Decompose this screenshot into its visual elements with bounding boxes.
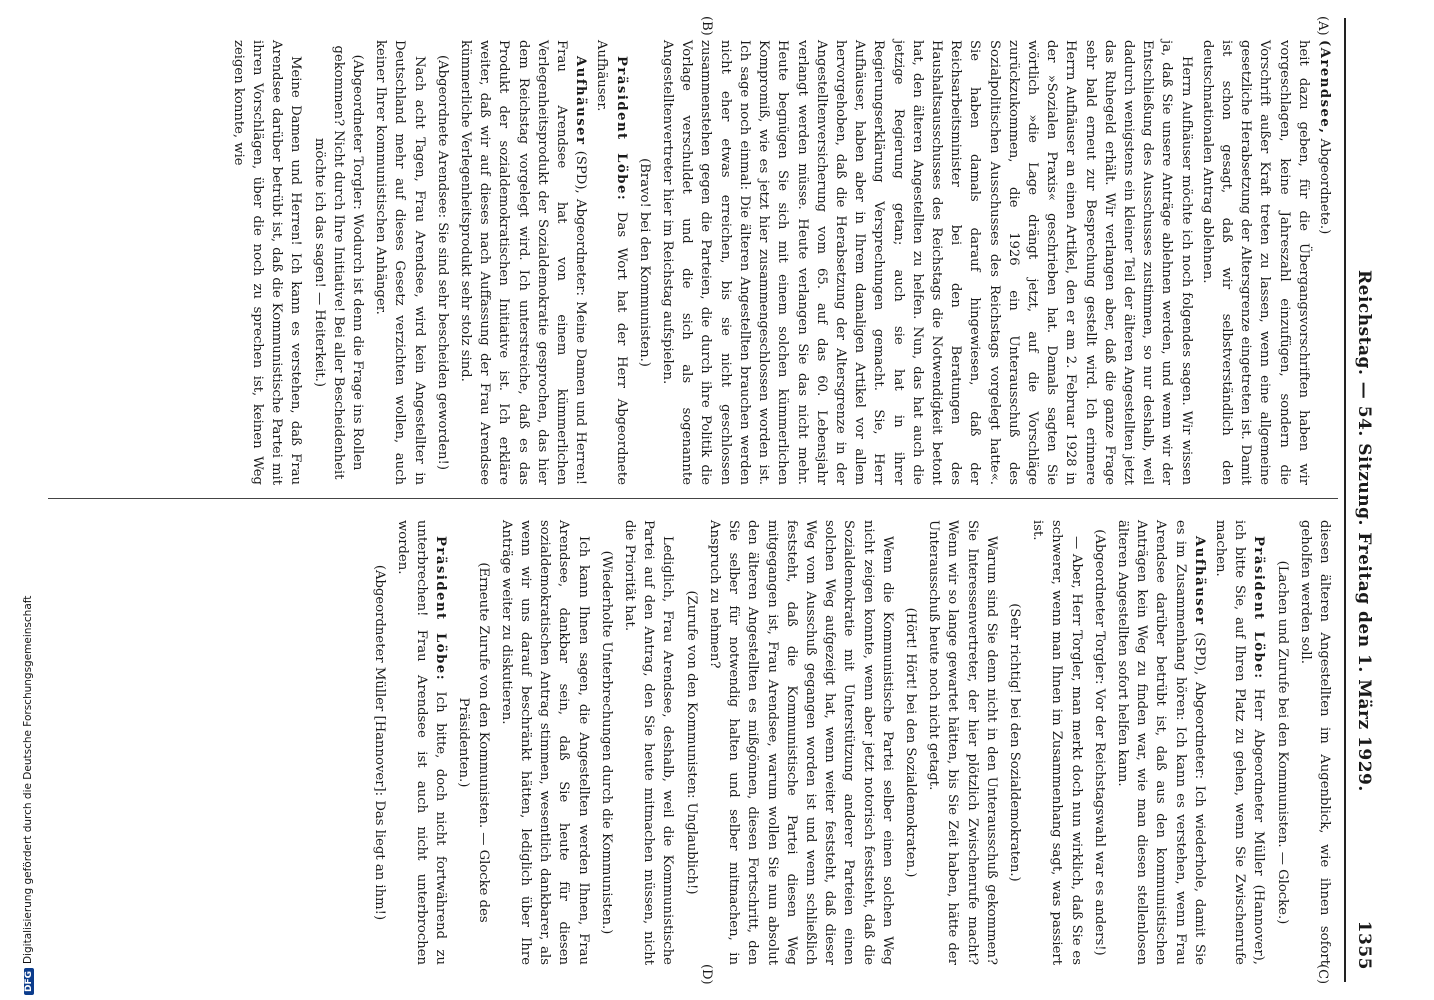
paragraph — [454, 520, 492, 965]
paragraph-text: (Abgeordneter Müller [Hannover]: Das liegt an ihm!) — [371, 564, 387, 921]
paragraph — [620, 520, 678, 965]
paragraph — [229, 40, 306, 485]
paragraph-text: Lediglich, Frau Arendsee, deshalb, weil die Kommunistische Partei auf den Antrag, den Sie heute mitmachen müssen, nicht die Priorität hat. — [622, 520, 676, 965]
paragraph-text: heit dazu geben, für die Übergangsvorschriften haben wir vorgeschlagen, keine Jahreszahl einzufügen, sondern die Vorschrift außer Kraft treten zu lassen, wenn eine allgemeine gesetzliche Herabsetzung der Altersgrenze eingetreten ist. Damit ist schon gesagt, daß wir selbstverständlich den deutschnationalen Antrag ablehnen. — [1199, 40, 1311, 485]
paragraph — [658, 40, 1196, 485]
page-number: 1355 — [1354, 920, 1374, 970]
paragraph-text: (SPD), Abgeordneter: Ich wiederhole, damit Sie es im Zusammenhang hören: Ich kann es verstehen, wenn Frau Arendsee darüber betrübt ist, daß aus den kommunistischen Anträgen kein Weg zu finden war, wie man diesen stellenlosen älteren Angestellten sofort helfen kann. — [1114, 520, 1207, 965]
paragraph — [393, 520, 451, 965]
paragraph — [433, 40, 452, 485]
paragraph-text: Abgeordnete.) — [1317, 138, 1332, 235]
paragraph — [705, 520, 897, 965]
paragraph-text: (Erneute Zurufe von den Kommunisten. — Glocke des Präsidenten.) — [456, 562, 491, 923]
paragraph — [924, 520, 1001, 965]
paragraph — [597, 520, 616, 965]
paragraph-text: — Aber, Herr Torgler, man merkt doch nun wirklich, daß Sie es schwerer, wenn man Ihnen im Zusammenhang sagt, was passiert ist. — [1030, 520, 1084, 965]
footer-credit — [22, 596, 34, 995]
paragraph-text: Wenn die Kommunistische Partei selber einen solchen Weg nicht zeigen konnte, wenn aber jetzt notorisch feststeht, daß die Sozialdemokratie mit Unterstützung anderer Parteien einen solchen Weg aufgezeigt hat, wenn weiter feststeht, daß dieser Weg vom Ausschuß gegangen worden ist und wenn schließlich feststeht, daß die Kommunistische Partei diesen Weg mitgegangen ist, Frau Arendsee, warum wollen Sie nun absolut den älteren Angestellten es mißgönnen, diesen Fortschritt, den Sie selber für notwendig halten und selber mitmachen, in Anspruch zu nehmen? — [706, 520, 895, 965]
paragraph-text: Ich bitte, doch nicht fortwährend zu unterbrechen! Frau Arendsee ist auch nicht unterbrochen worden. — [394, 520, 449, 965]
paragraph-text: (Bravo! bei den Kommunisten.) — [636, 158, 652, 367]
paragraph-text: (SPD), Abgeordneter: Meine Damen und Herren! Frau Arendsee hat von einem kümmerlichen Verlegenheitsprodukt der Sozialdemokratie gesprochen, das hier dem Reichstag vorgelegt wird. Ich unterstreiche, daß es das Produkt der sozialdemokratischen Initiative ist. Ich erkläre weiter, daß wir auf dieses nach Auffassung der Frau Arendsee kümmerliche Verlegenheitsprodukt sehr stolz sind. — [458, 40, 589, 485]
paragraph-text: (Wiederholte Unterbrechungen durch die Kommunisten.) — [598, 550, 614, 935]
margin-mark-c: (C) — [1315, 964, 1330, 985]
right-column — [365, 520, 1334, 965]
paragraph-text: Warum sind Sie denn nicht in den Unterausschuß gekommen? Sie Interessenvertreter, der hier plötzlich Zwischenrufe macht? Wenn wir so lange gewartet hätten, bis Sie Zeit haben, hätte der Unterausschuß heute noch nicht getagt. — [926, 520, 999, 965]
paragraph — [1005, 520, 1024, 965]
paragraph — [456, 40, 590, 485]
page-header — [1348, 20, 1374, 980]
paragraph-text: (Zurufe von den Kommunisten: Unglaublich!) — [683, 590, 699, 895]
header-rule — [1344, 18, 1346, 982]
paragraph — [1198, 40, 1313, 485]
paragraph — [369, 520, 388, 965]
speaker-name: Präsident Löbe: — [613, 56, 629, 202]
paragraph-text: Meine Damen und Herren! Ich kann es verstehen, daß Frau Arendsee darüber betrübt ist, daß die Kommunistische Partei mit ihren Vorschlägen, über die noch zu sprechen ist, keinen Weg zeigen konnte, wie — [230, 40, 304, 485]
paragraph — [635, 40, 654, 485]
margin-mark-d: (D) — [699, 964, 714, 985]
paragraph — [1028, 520, 1086, 965]
paragraph-text: Ich kann Ihnen sagen, die Angestellten werden Ihnen, Frau Arendsee, dankbar sein, daß Sie heute für diesen sozialdemokratischen Antrag stimmen, wesentlich dankbarer, als wenn wir uns darauf beschränkt hätten, lediglich über Ihre Anträge weiter zu diskutieren. — [498, 520, 591, 965]
header-title: Reichstag. — 54. Sitzung. Freitag den 1. März 1929. — [1354, 270, 1374, 792]
column-divider — [48, 498, 1338, 499]
paragraph-text: (Abgeordneter Torgler: Vor der Reichstagswahl war es anders!) — [1091, 529, 1107, 956]
speaker-name: (Arendsee, — [1317, 40, 1332, 135]
paragraph-text: (Abgeordnete Arendsee: Sie sind sehr bescheiden geworden!) — [434, 55, 450, 470]
paragraph-text: Nach acht Tagen, Frau Arendsee, wird kein Angestellter in Deutschland mehr auf dieses Gesetz verzichten wollen, auch keiner Ihrer kommunistischen Anhänger. — [373, 40, 427, 485]
footer-strip — [0, 0, 34, 1000]
speaker-name: Aufhäuser — [1191, 536, 1207, 626]
paragraph-text: (Abgeordneter Torgler: Wodurch ist denn die Frage ins Rollen gekommen? Nicht durch Ihre Initiative! Bei aller Bescheidenheit möchte ich das sagen! — Heiterkeit.) — [311, 45, 366, 480]
speaker-name: Präsident Löbe: — [1251, 536, 1267, 680]
left-column — [227, 40, 1334, 485]
paragraph — [1296, 520, 1334, 965]
speaker-name: Präsident Löbe: — [433, 536, 449, 682]
paragraph — [901, 520, 920, 965]
margin-mark-a: (A) — [1315, 16, 1330, 36]
paragraph — [1315, 40, 1334, 485]
margin-mark-b: (B) — [699, 16, 714, 36]
paragraph — [309, 40, 367, 485]
paragraph-text: (Hört! Hört! bei den Sozialdemokraten.) — [902, 607, 918, 878]
paragraph — [1113, 520, 1209, 965]
paragraph — [1211, 520, 1269, 965]
paragraph — [682, 520, 701, 965]
paragraph-text: diesen älteren Angestellten im Augenblick, wie ihnen sofort geholfen werden soll. — [1297, 520, 1332, 965]
paragraph — [1272, 520, 1291, 965]
paragraph — [592, 40, 630, 485]
speaker-name: Aufhäuser — [573, 56, 589, 146]
paragraph-text: (Sehr richtig! bei den Sozialdemokraten.) — [1006, 603, 1022, 882]
paragraph-text: Herrn Aufhäuser möchte ich noch folgendes sagen. Wir wissen ja, daß Sie unsere Anträge ablehnen werden, und wenn wir der Entschließung des Ausschusses zustimmen, so nur deshalb, weil dadurch wenigstens ein kleiner Teil der älteren Angestellten jetzt das Ruhegeld erhält. Wir verlangen aber, daß die ganze Frage sehr bald erneut zur Besprechung gestellt wird. Ich erinnere Herrn Aufhäuser an einen Artikel, den er am 2. Februar 1928 in der »Sozialen Praxis« geschrieben hat. Damals sagten Sie wörtlich »die Lage drängt jetzt, auf die Vorschläge zurückzukommen, die 1926 ein Unterausschuß des Sozialpolitischen Ausschusses des Reichstags vorgelegt hatte«. Sie haben damals darauf hingewiesen, daß der Reichsarbeitsminister bei den Beratungen des Haushaltsausschusses des Reichstags die Notwendigkeit betont hat, den älteren Angestellten zu helfen. Nun, das hat auch die jetzige Regierung getan; auch sie hat in ihrer Regierungserklärung Versprechungen gemacht. Sie, Herr Aufhäuser, haben aber in Ihrem damaligen Artikel vor allem hervorgehoben, daß die Herabsetzung der Altersgrenze in der Angestelltenversicherung vom 65. auf das 60. Lebensjahr verlangt werden müsse. Heute verlangen Sie das nicht mehr. Heute begnügen Sie sich mit einem solchen kümmerlichen Kompromiß, wie es jetzt hier zusammengeschlossen worden ist. Ich sage noch einmal: Die älteren Angestellten brauchen werden nicht eher etwas erreichen, bis sie nicht geschlossen zusammenstehen gegen die Parteien, die durch ihre Politik die Vorlage verschuldet und die sich als sogenannte Angestelltenvertreter hier im Reichstag aufspielen. — [660, 40, 1194, 485]
paragraph-text: Das Wort hat der Herr Abgeordnete Aufhäuser. — [594, 40, 629, 485]
footer-text: Digitalisierung gefördert durch die Deutsche Forschungsgemeinschaft — [22, 595, 34, 964]
paragraph — [1090, 520, 1109, 965]
paragraph — [371, 40, 429, 485]
dfg-logo: DFG — [24, 968, 34, 995]
paragraph-text: (Lachen und Zurufe bei den Kommunisten. — Glocke.) — [1274, 560, 1290, 925]
paragraph-text: Herr Abgeordneter Müller (Hannover), ich bitte Sie, auf Ihren Platz zu gehen, wenn Sie Zwischenrufe machen. — [1212, 520, 1267, 965]
paragraph — [497, 520, 593, 965]
